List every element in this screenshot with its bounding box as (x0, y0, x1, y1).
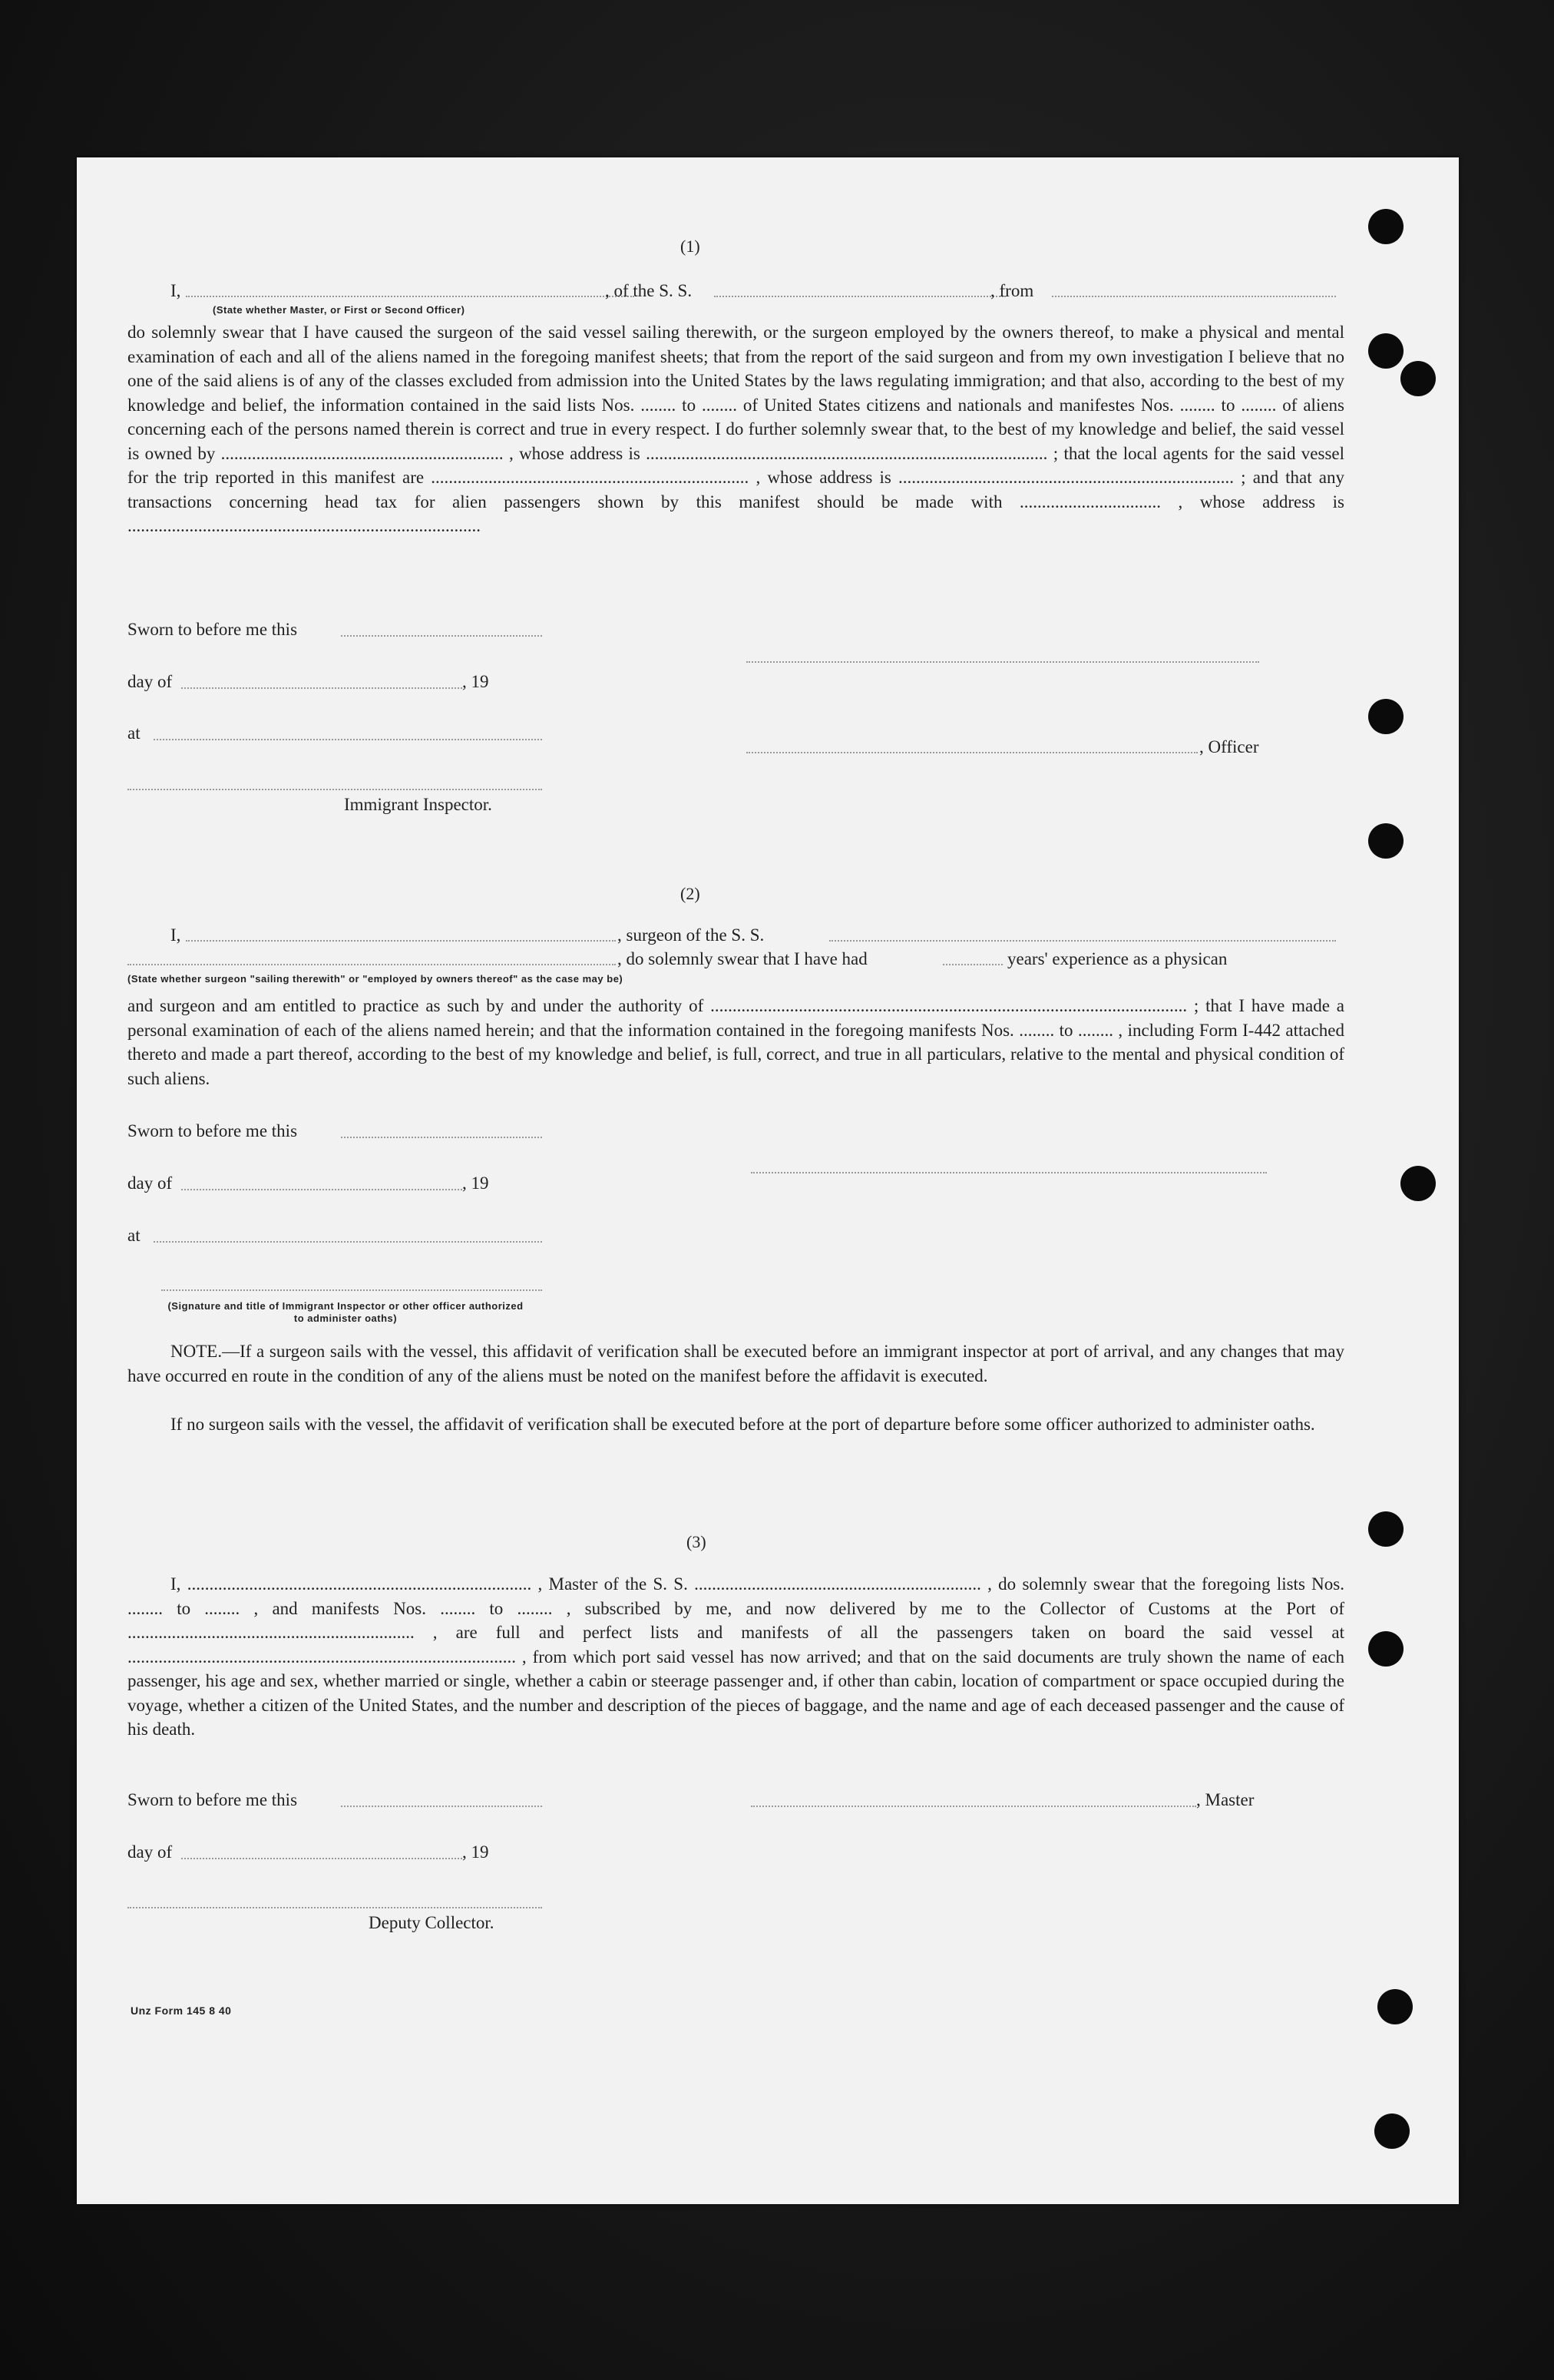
section3-sworn: Sworn to before me this (127, 1790, 298, 1809)
form-number: Unz Form 145 8 40 (131, 2004, 232, 2017)
section2-sworn: Sworn to before me this (127, 1121, 298, 1140)
deputy-collector-signature-field[interactable] (127, 1907, 542, 1908)
note-2: If no surgeon sails with the vessel, the affidavit of verification shall be executed before at the port of departure before some officer authorized to administer oaths. (170, 1415, 1315, 1434)
section1-number: (1) (680, 237, 700, 256)
vessel-name-field[interactable] (714, 296, 1006, 297)
binder-hole (1368, 823, 1404, 859)
section2-i-label: I, (170, 925, 181, 945)
section3-sworn-date-field[interactable] (341, 1806, 542, 1807)
officer-name-field[interactable] (186, 296, 634, 297)
surgeon-signature-field[interactable] (751, 1172, 1267, 1173)
section1-year: , 19 (462, 672, 489, 691)
section1-day-of: day of (127, 672, 173, 691)
section2-day-field[interactable] (181, 1189, 462, 1190)
note-1: NOTE.—If a surgeon sails with the vessel, this affidavit of verification shall be executed before an immigrant inspector at port of arrival, and any changes that may have occurred en route in the condition of any of the aliens must be noted on the manifest before the affidavit is executed. (127, 1342, 1344, 1385)
binder-hole (1377, 1989, 1413, 2024)
section2-swear-line: , do solemnly swear that I have had (617, 949, 868, 968)
section1-sworn-date-field[interactable] (341, 635, 542, 637)
section2-day-of: day of (127, 1173, 173, 1193)
section1-day-field[interactable] (181, 687, 462, 689)
section2-sworn-date-field[interactable] (341, 1137, 542, 1138)
section1-at: at (127, 723, 141, 743)
master-signature-field[interactable] (751, 1806, 1196, 1807)
section3-master-label: , Master (1196, 1790, 1255, 1809)
section2-signature-field[interactable] (161, 1289, 542, 1291)
form-sheet (77, 157, 1459, 2204)
surgeon-note: (State whether surgeon "sailing therewith" or "employed by owners thereof" as the case may be) (127, 973, 623, 985)
section3-day-field[interactable] (181, 1858, 462, 1859)
binder-hole (1374, 2114, 1410, 2149)
section1-at-field[interactable] (154, 739, 542, 740)
section2-signature-note: (Signature and title of Immigrant Inspector or other officer authorized to administer oaths) (167, 1300, 524, 1324)
deputy-collector-label: Deputy Collector. (369, 1913, 494, 1932)
surgeon-type-field[interactable] (127, 964, 616, 965)
binder-hole (1368, 209, 1404, 244)
from-port-field[interactable] (1052, 296, 1336, 297)
binder-hole (1368, 1511, 1404, 1547)
binder-hole (1400, 361, 1436, 396)
section1-sworn: Sworn to before me this (127, 620, 298, 639)
section2-year: , 19 (462, 1173, 489, 1193)
section3-number: (3) (686, 1532, 706, 1551)
years-experience-field[interactable] (943, 964, 1003, 965)
section2-number: (2) (680, 884, 700, 903)
binder-hole (1368, 1631, 1404, 1667)
inspector-label: Immigrant Inspector. (344, 795, 492, 814)
binder-hole (1400, 1166, 1436, 1201)
section2-paragraph: and surgeon and am entitled to practice as such by and under the authority of ............................................................................................................ ; that I have made a personal examination of each of the aliens named herein; and that the information contained in the foregoing manifests Nos. ........ to ........ , including Form I-442 attached thereto and made a part thereof, according to the best of my knowledge and belief, is full, correct, and true in all particulars, relative to the mental and physical condition of such aliens. (127, 996, 1344, 1088)
officer-note: (State whether Master, or First or Second Officer) (213, 304, 465, 316)
section2-vessel-field[interactable] (829, 940, 1336, 942)
section1-from-label: , from (990, 281, 1034, 300)
section2-surgeon-label: , surgeon of the S. S. (617, 925, 765, 945)
section2-at: at (127, 1226, 141, 1245)
section1-officer-signature-line-1[interactable] (746, 661, 1259, 663)
section3-year: , 19 (462, 1842, 489, 1862)
surgeon-name-field[interactable] (186, 940, 616, 942)
binder-hole (1368, 333, 1404, 369)
section3-paragraph: I, .............................................................................. , Master of the S. S. ................................................................. , do solemnly swear that the foregoing lists Nos. ........ to ........ , and manifests Nos. ........ to ........ , subscribed by me, and now delivered by me to the Collector of Customs at the Port of ................................................................. , are full and perfect lists and manifests of all the passengers taken on board the said vessel at ........................................................................................ , from which port said vessel has now arrived; and that on the said documents are truly shown the name of each passenger, his age and sex, whether married or single, whether a cabin or steerage passenger and, if other than cabin, location of compartment or space occupied during the voyage, whether a citizen of the United States, and the number and description of the pieces of baggage, and the name and age of each deceased passenger and the cause of his death. (127, 1574, 1344, 1739)
section1-paragraph: do solemnly swear that I have caused the surgeon of the said vessel sailing therewith, or the surgeon employed by the owners thereof, to make a physical and mental examination of each and all of the aliens named in the foregoing manifest sheets; that from the report of the said surgeon and from my own investigation I believe that no one of the said aliens is of any of the classes excluded from admission into the United States by the laws regulating immigration; and that also, according to the best of my knowledge and belief, the information contained in the said lists Nos. ........ to ........ of United States citizens and nationals and manifestes Nos. ........ to ........ of aliens concerning each of the persons named therein is correct and true in every respect. I do further solemnly swear that, to the best of my knowledge and belief, the said vessel is owned by ................................................................ , whose address is ........................................................................................... ; that the local agents for the said vessel for the trip reported in this manifest are ........................................................................ , whose address is ............................................................................ ; and that any transactions concerning head tax for alien passengers shown by this manifest should be made with ................................ , whose address is ................................................................................ (127, 323, 1344, 535)
section2-at-field[interactable] (154, 1241, 542, 1243)
section2-years-label: years' experience as a physican (1007, 949, 1228, 968)
binder-hole (1368, 699, 1404, 734)
section3-day-of: day of (127, 1842, 173, 1862)
section1-ss-label: , of the S. S. (605, 281, 693, 300)
section1-i-label: I, (170, 281, 181, 300)
inspector-signature-field[interactable] (127, 789, 542, 790)
section1-officer-signature-field[interactable] (746, 752, 1198, 753)
section1-officer-label: , Officer (1199, 737, 1259, 756)
